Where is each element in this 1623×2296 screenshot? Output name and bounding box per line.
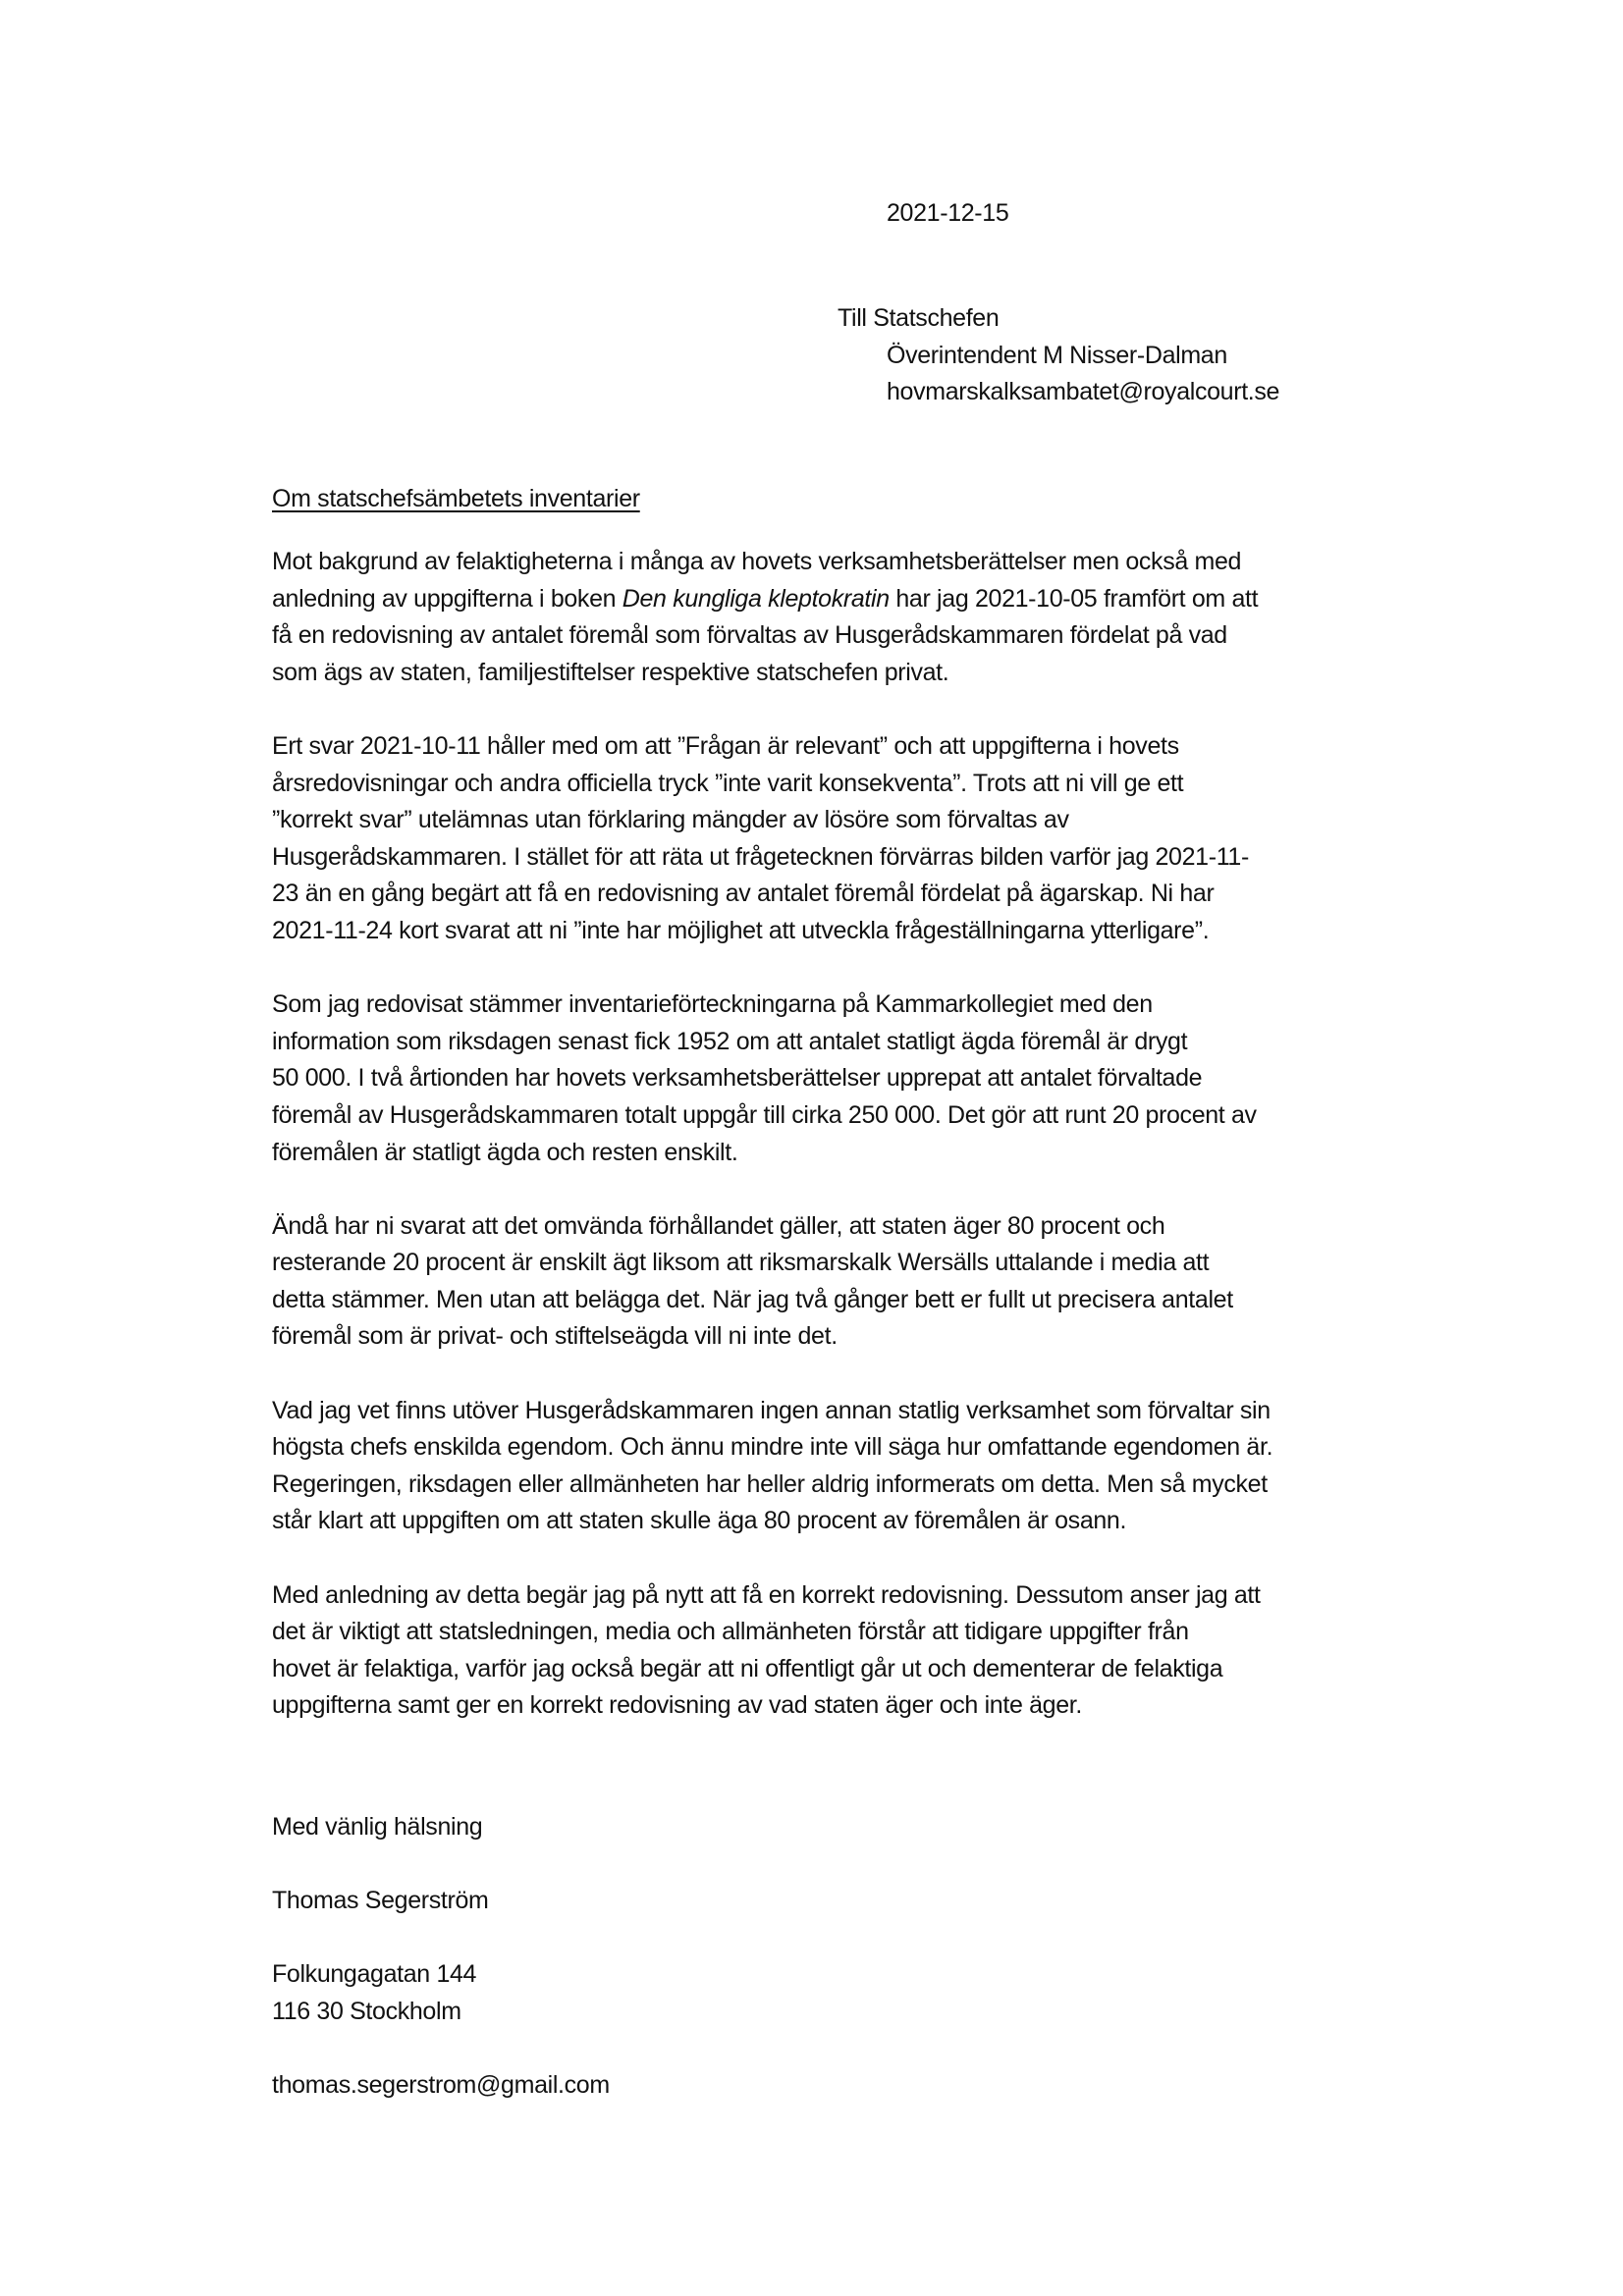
paragraph-line: Med anledning av detta begär jag på nytt att få en korrekt redovisning. Dessutom anser jag att (272, 1580, 1261, 1609)
paragraph-1 (272, 544, 1460, 691)
paragraph-line: föremålen är statligt ägda och resten enskilt. (272, 1138, 738, 1166)
recipient-email: hovmarskalksambatet@royalcourt.se (887, 378, 1280, 406)
signer-name: Thomas Segerström (272, 1887, 489, 1914)
paragraph-line: Ändå har ni svarat att det omvända förhållandet gäller, att staten äger 80 procent och (272, 1211, 1165, 1240)
recipient-block (838, 300, 1279, 411)
paragraph-line: hovet är felaktiga, varför jag också begär att ni offentligt går ut och dementerar de felaktiga (272, 1654, 1223, 1682)
recipient-name: Statschefen (873, 304, 1000, 332)
line-text: anledning av uppgifterna i boken (272, 584, 622, 613)
address-street: Folkungagatan 144 (272, 1960, 477, 1988)
paragraph-line: detta stämmer. Men utan att belägga det. När jag två gånger bett er fullt ut precisera antalet (272, 1285, 1233, 1313)
sender-email: thomas.segerstrom@gmail.com (272, 2071, 610, 2099)
paragraph-line: 50 000. I två årtionden har hovets verksamhetsberättelser upprepat att antalet förvaltade (272, 1064, 1203, 1093)
paragraph-line: Mot bakgrund av felaktigheterna i många av hovets verksamhetsberättelser men också med (272, 548, 1242, 575)
recipient-name-line (838, 300, 1279, 338)
letter-subject: Om statschefsämbetets inventarier (272, 485, 640, 512)
paragraph-2 (272, 728, 1460, 950)
paragraph-line: ”korrekt svar” utelämnas utan förklaring mängder av lösöre som förvaltas av (272, 806, 1069, 834)
paragraph-line: det är viktigt att statsledningen, media och allmänheten förstår att tidigare uppgifter från (272, 1618, 1189, 1646)
paragraph-line: få en redovisning av antalet föremål som förvaltas av Husgerådskammaren fördelat på vad (272, 621, 1227, 650)
paragraph-line: resterande 20 procent är enskilt ägt liksom att riksmarskalk Wersälls uttalande i media att (272, 1249, 1210, 1277)
address-city: 116 30 Stockholm (272, 1997, 461, 2025)
paragraph-line: Ert svar 2021-10-11 håller med om att ”Frågan är relevant” och att uppgifterna i hovets (272, 731, 1179, 760)
paragraph-line: föremål av Husgerådskammaren totalt uppgår till cirka 250 000. Det gör att runt 20 procent av (272, 1100, 1257, 1129)
book-title: Den kungliga kleptokratin (622, 584, 890, 613)
letter-closing: Med vänlig hälsning (272, 1813, 483, 1841)
paragraph-line: årsredovisningar och andra officiella tryck ”inte varit konsekventa”. Trots att ni vill ge ett (272, 769, 1184, 797)
letter-body (272, 544, 1460, 1762)
paragraph-line: Regeringen, riksdagen eller allmänheten har heller aldrig informerats om detta. Men så mycket (272, 1469, 1268, 1498)
paragraph-line: Husgerådskammaren. I stället för att räta ut frågetecknen förvärras bilden varför jag 2021-11- (272, 842, 1249, 871)
paragraph-line: 23 än en gång begärt att få en redovisning av antalet föremål fördelat på ägarskap. Ni har (272, 880, 1215, 908)
paragraph-4 (272, 1208, 1460, 1356)
paragraph-6 (272, 1577, 1460, 1725)
paragraph-line: 2021-11-24 kort svarat att ni ”inte har möjlighet att utveckla frågeställningarna ytterligare”. (272, 916, 1210, 944)
recipient-prefix: Till (838, 304, 867, 332)
paragraph-line: uppgifterna samt ger en korrekt redovisning av vad staten äger och inte äger. (272, 1691, 1082, 1720)
paragraph-line: högsta chefs enskilda egendom. Och ännu mindre inte vill säga hur omfattande egendomen är. (272, 1433, 1273, 1462)
paragraph-line: står klart att uppgiften om att staten skulle äga 80 procent av föremålen är osann. (272, 1507, 1127, 1535)
letter-date: 2021-12-15 (887, 199, 1009, 227)
paragraph-line: information som riksdagen senast fick 1952 om att antalet statligt ägda föremål är drygt (272, 1027, 1188, 1055)
paragraph-line: som ägs av staten, familjestiftelser respektive statschefen privat. (272, 658, 949, 686)
paragraph-line: Som jag redovisat stämmer inventarieförteckningarna på Kammarkollegiet med den (272, 990, 1153, 1019)
paragraph-line (272, 581, 1460, 618)
recipient-attention: Överintendent M Nisser-Dalman (887, 341, 1227, 369)
paragraph-line: Vad jag vet finns utöver Husgerådskammaren ingen annan statlig verksamhet som förvaltar sin (272, 1396, 1271, 1424)
paragraph-line: föremål som är privat- och stiftelseägda vill ni inte det. (272, 1322, 838, 1351)
line-text: har jag 2021-10-05 framfört om att (889, 584, 1259, 613)
paragraph-5 (272, 1393, 1460, 1540)
paragraph-3 (272, 987, 1460, 1171)
sender-address (272, 1956, 476, 2030)
